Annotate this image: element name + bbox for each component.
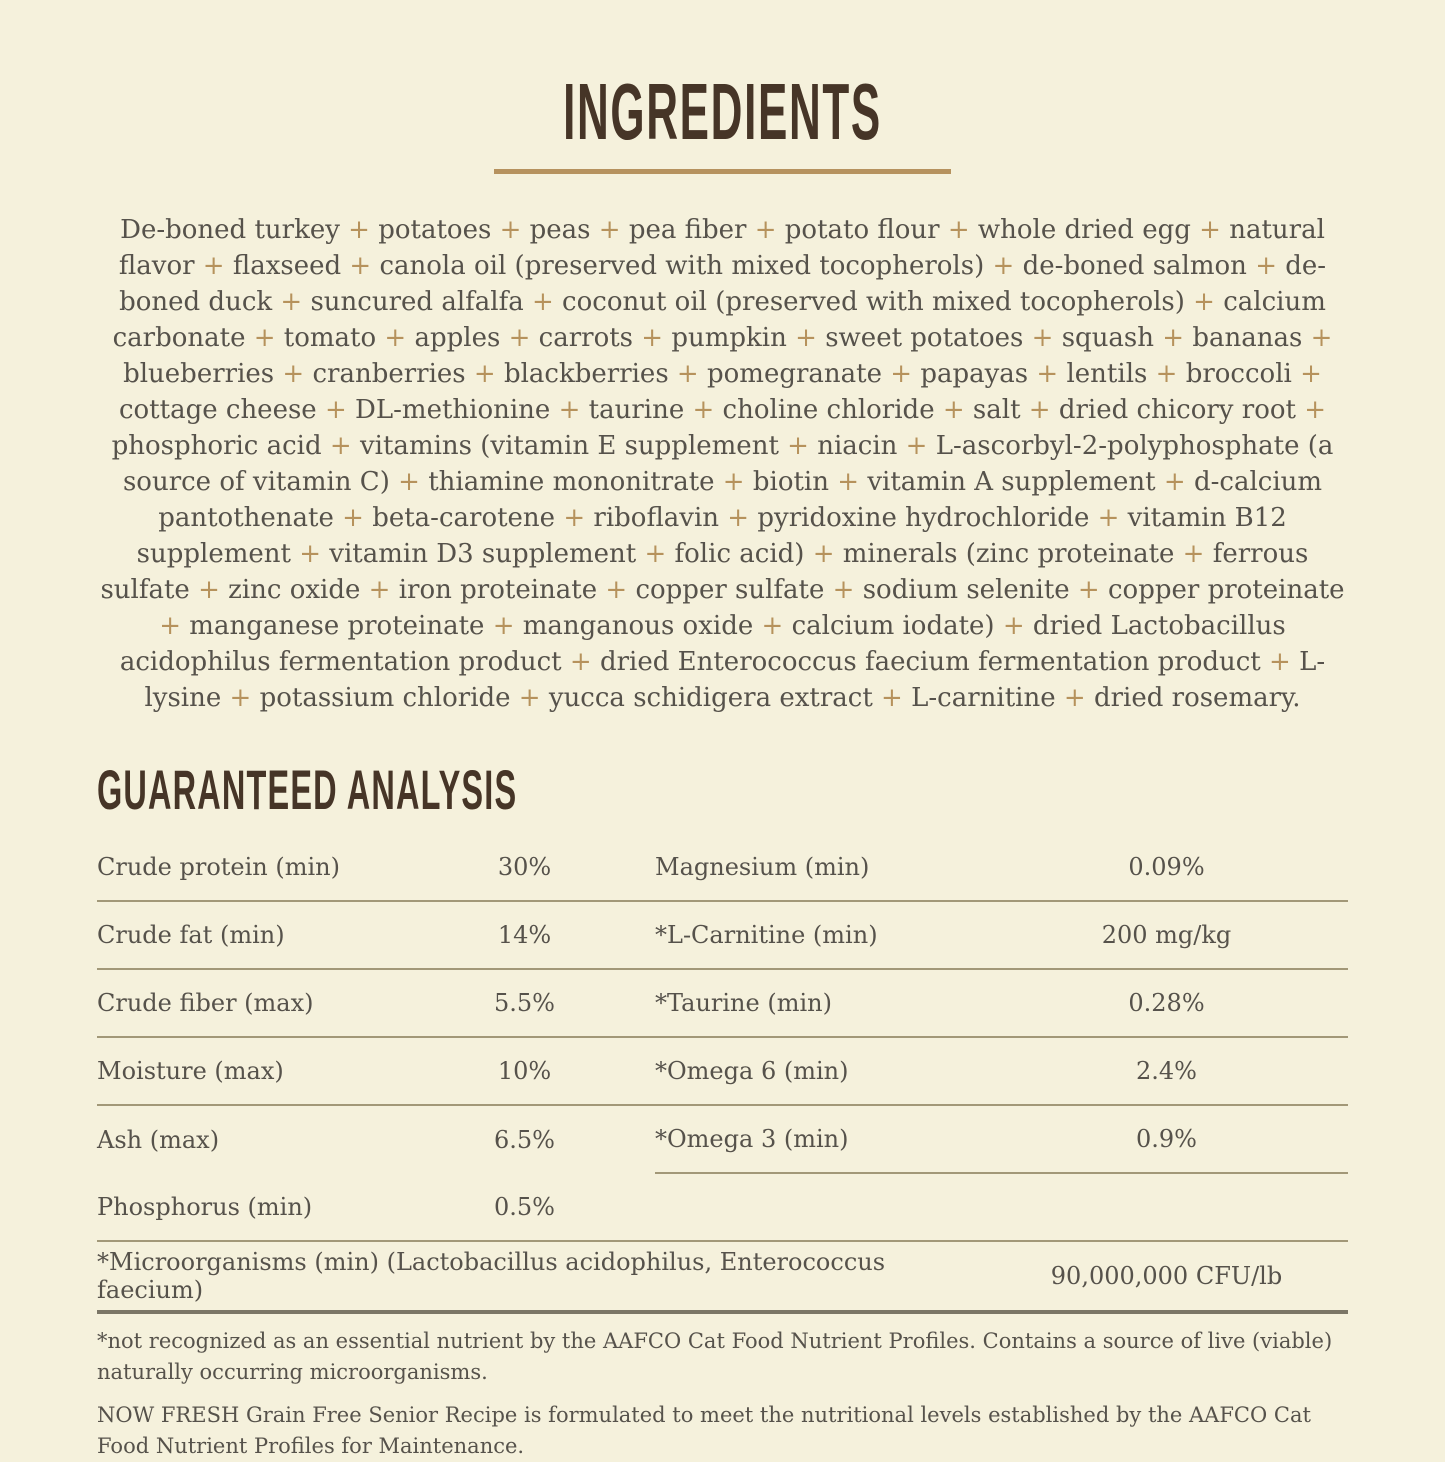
plus-separator: +: [316, 395, 356, 425]
plus-separator: +: [1295, 395, 1327, 425]
plus-separator: +: [274, 359, 313, 389]
ingredients-title: INGREDIENTS: [563, 67, 882, 156]
analysis-value: 14%: [497, 921, 552, 949]
plus-separator: +: [1260, 647, 1300, 677]
ingredient-item: folic acid): [674, 539, 805, 569]
ingredient-item: L-ascorbyl-2-polyphosphate (a source of vitamin C): [122, 431, 1334, 497]
plus-separator: +: [597, 575, 636, 605]
plus-separator: +: [1302, 323, 1333, 353]
plus-separator: +: [510, 683, 549, 713]
plus-separator: +: [1028, 359, 1067, 389]
analysis-label: Crude fiber (max): [97, 989, 314, 1017]
footnote-formulation-statement: NOW FRESH Grain Free Senior Recipe is formulated to meet the nutritional levels established by the AAFCO Cat Food Nutrient Profiles for Maintenance.: [97, 1403, 1311, 1458]
plus-separator: +: [1246, 251, 1286, 281]
plus-separator: +: [245, 323, 284, 353]
analysis-value: 30%: [497, 853, 552, 881]
plus-separator: +: [561, 647, 600, 677]
analysis-row: [97, 902, 1348, 970]
ingredient-item: peas: [529, 215, 591, 245]
ingredient-item: potassium chloride: [259, 683, 511, 713]
ingredient-item: potato flour: [784, 215, 940, 245]
analysis-label: *Omega 3 (min): [655, 1125, 849, 1153]
plus-separator: +: [719, 503, 758, 533]
plus-separator: +: [1023, 323, 1062, 353]
ingredient-item: vitamin A supplement: [867, 467, 1156, 497]
ingredient-item: zinc oxide: [228, 575, 361, 605]
analysis-value: 0.09%: [1128, 853, 1205, 881]
plus-separator: +: [984, 251, 1023, 281]
analysis-value: 5.5%: [494, 989, 555, 1017]
plus-separator: +: [389, 467, 429, 497]
plus-separator: +: [824, 575, 863, 605]
ingredient-item: potatoes: [378, 215, 492, 245]
plus-separator: +: [465, 359, 504, 389]
plus-separator: +: [341, 251, 380, 281]
ingredient-item: copper sulfate: [635, 575, 825, 605]
ingredient-item: squash: [1061, 323, 1155, 353]
analysis-right-cell: [655, 1174, 1348, 1240]
plus-separator: +: [221, 683, 260, 713]
ingredient-item: beta-carotene: [372, 503, 556, 533]
ingredient-item: ferrous sulfate: [100, 539, 1309, 605]
plus-separator: +: [491, 215, 530, 245]
plus-separator: +: [994, 611, 1033, 641]
analysis-table: [97, 834, 1348, 1242]
ingredient-item: sweet potatoes: [825, 323, 1024, 353]
analysis-right-cell: [655, 1038, 1348, 1104]
analysis-value: 0.5%: [494, 1193, 555, 1221]
plus-separator: +: [714, 467, 753, 497]
ingredient-item: dried rosemary.: [1093, 683, 1301, 713]
ingredient-item: copper proteinate: [1108, 575, 1345, 605]
plus-separator: +: [550, 395, 589, 425]
analysis-value: 0.28%: [1128, 989, 1205, 1017]
plus-separator: +: [376, 323, 415, 353]
plus-separator: +: [555, 503, 594, 533]
plus-separator: +: [1069, 575, 1108, 605]
plus-separator: +: [272, 287, 311, 317]
analysis-right-cell: [655, 902, 1348, 968]
ingredient-item: riboflavin: [593, 503, 720, 533]
ingredient-item: calcium carbonate: [112, 287, 1326, 353]
plus-separator: +: [189, 575, 229, 605]
analysis-value: 0.9%: [1136, 1125, 1197, 1153]
ingredient-item: DL-methionine: [355, 395, 551, 425]
plus-separator: +: [636, 539, 675, 569]
plus-separator: +: [753, 611, 792, 641]
ingredient-item: vitamin D3 supplement: [329, 539, 637, 569]
ingredient-item: cranberries: [312, 359, 466, 389]
ingredient-item: coconut oil (preserved with mixed tocopherols): [562, 287, 1185, 317]
ingredient-item: bananas: [1192, 323, 1303, 353]
analysis-label: *L-Carnitine (min): [655, 921, 878, 949]
ingredient-item: carrots: [538, 323, 634, 353]
footnote-aafco-note: *not recognized as an essential nutrient by the AAFCO Cat Food Nutrient Profiles. Contains a source of live (viable) naturally occurring microorganisms.: [97, 1329, 1333, 1384]
microorganisms-value: 90,000,000 CFU/lb: [1050, 1262, 1283, 1290]
analysis-label: Moisture (max): [97, 1057, 284, 1085]
ingredient-item: natural flavor: [118, 215, 1325, 281]
ingredient-item: pyridoxine hydrochloride: [757, 503, 1090, 533]
analysis-label: *Omega 6 (min): [655, 1057, 849, 1085]
ingredient-item: vitamins (vitamin E supplement: [359, 431, 779, 461]
ingredient-item: iron proteinate: [398, 575, 598, 605]
plus-separator: +: [1147, 359, 1186, 389]
ingredient-item: tomato: [283, 323, 377, 353]
analysis-row: [97, 1174, 1348, 1242]
plus-separator: +: [590, 215, 629, 245]
ingredient-item: yucca schidigera extract: [548, 683, 873, 713]
analysis-left-cell: [97, 970, 622, 1036]
ingredient-item: vitamin B12 supplement: [136, 503, 1287, 569]
plus-separator: +: [339, 215, 379, 245]
ingredient-item: whole dried egg: [977, 215, 1191, 245]
analysis-row: [97, 834, 1348, 902]
ingredient-item: dried Enterococcus faecium fermentation product: [599, 647, 1261, 677]
plus-separator: +: [500, 323, 539, 353]
analysis-value: 2.4%: [1136, 1057, 1197, 1085]
plus-separator: +: [804, 539, 843, 569]
analysis-left-cell: [97, 1038, 622, 1104]
plus-separator: +: [633, 323, 672, 353]
plus-separator: +: [484, 611, 523, 641]
plus-separator: +: [934, 395, 973, 425]
ingredient-item: apples: [414, 323, 501, 353]
analysis-label: *Taurine (min): [655, 989, 832, 1017]
plus-separator: +: [1089, 503, 1128, 533]
ingredient-item: dried chicory root: [1058, 395, 1296, 425]
ingredient-item: pomegranate: [707, 359, 882, 389]
analysis-value: 10%: [497, 1057, 552, 1085]
ingredient-item: flaxseed: [232, 251, 342, 281]
ingredient-item: lentils: [1066, 359, 1148, 389]
ingredient-item: cottage cheese: [118, 395, 317, 425]
ingredient-item: L-carnitine: [911, 683, 1056, 713]
ingredient-item: minerals (zinc proteinate: [842, 539, 1175, 569]
ingredient-item: suncured alfalfa: [310, 287, 524, 317]
analysis-row: [97, 1106, 1348, 1174]
plus-separator: +: [333, 503, 373, 533]
ingredient-item: biotin: [752, 467, 829, 497]
ingredient-item: d-calcium pantothenate: [158, 467, 1323, 533]
guaranteed-analysis-heading: GUARANTEED ANALYSIS: [97, 758, 518, 821]
analysis-label: Phosphorus (min): [97, 1193, 313, 1221]
ingredient-item: blueberries: [123, 359, 275, 389]
analysis-label: Ash (max): [97, 1126, 220, 1154]
plus-separator: +: [194, 251, 233, 281]
ingredient-item: choline chloride: [722, 395, 935, 425]
ingredient-item: blackberries: [503, 359, 669, 389]
plus-separator: +: [290, 539, 330, 569]
analysis-row: [97, 1038, 1348, 1106]
plus-separator: +: [882, 359, 921, 389]
plus-separator: +: [746, 215, 785, 245]
ingredient-item: phosphoric acid: [111, 431, 322, 461]
title-divider: [494, 169, 951, 174]
plus-separator: +: [1154, 323, 1193, 353]
plus-separator: +: [321, 431, 360, 461]
plus-separator: +: [1291, 359, 1322, 389]
analysis-value: 6.5%: [494, 1126, 555, 1154]
ingredient-item: de-boned duck: [119, 251, 1327, 317]
plus-separator: +: [1155, 467, 1194, 497]
plus-separator: +: [1184, 287, 1224, 317]
analysis-left-cell: [97, 902, 622, 968]
analysis-right-cell: [655, 834, 1348, 900]
plus-separator: +: [360, 575, 399, 605]
plus-separator: +: [159, 611, 190, 641]
ingredient-item: manganese proteinate: [189, 611, 485, 641]
analysis-right-cell: [655, 1106, 1348, 1174]
analysis-right-cell: [655, 970, 1348, 1036]
plus-separator: +: [523, 287, 563, 317]
plus-separator: +: [829, 467, 868, 497]
ingredients-text: [97, 212, 1348, 716]
plus-separator: +: [778, 431, 818, 461]
analysis-value: 200 mg/kg: [1101, 921, 1232, 949]
ingredient-item: canola oil (preserved with mixed tocopherols): [379, 251, 985, 281]
analysis-label: Magnesium (min): [655, 853, 870, 881]
ingredient-item: salt: [972, 395, 1021, 425]
analysis-row: [97, 970, 1348, 1038]
microorganisms-label: *Microorganisms (min) (Lactobacillus acidophilus, Enterococcus faecium): [97, 1248, 886, 1304]
ingredient-item: L-lysine: [144, 647, 1326, 713]
ingredient-item: sodium selenite: [862, 575, 1070, 605]
analysis-left-cell: [97, 834, 622, 900]
microorganisms-row: [97, 1242, 1348, 1314]
plus-separator: +: [1055, 683, 1094, 713]
plus-separator: +: [939, 215, 978, 245]
ingredient-item: calcium iodate): [791, 611, 995, 641]
plus-separator: +: [786, 323, 826, 353]
plus-separator: +: [1190, 215, 1230, 245]
ingredient-item: dried Lactobacillus acidophilus fermentation product: [119, 611, 1286, 677]
ingredient-item: broccoli: [1185, 359, 1292, 389]
ingredient-item: niacin: [817, 431, 898, 461]
analysis-label: Crude fat (min): [97, 921, 285, 949]
ingredient-item: pea fiber: [628, 215, 747, 245]
analysis-left-cell: [97, 1106, 622, 1174]
ingredient-item: de-boned salmon: [1022, 251, 1247, 281]
plus-separator: +: [684, 395, 723, 425]
ingredient-item: papayas: [920, 359, 1029, 389]
ingredient-item: manganous oxide: [522, 611, 754, 641]
analysis-left-cell: [97, 1174, 622, 1240]
analysis-label: Crude protein (min): [97, 853, 340, 881]
plus-separator: +: [1174, 539, 1213, 569]
plus-separator: +: [1020, 395, 1059, 425]
plus-separator: +: [872, 683, 912, 713]
ingredient-item: pumpkin: [671, 323, 787, 353]
ingredient-item: taurine: [588, 395, 685, 425]
ingredient-item: thiamine mononitrate: [428, 467, 715, 497]
plus-separator: +: [897, 431, 936, 461]
ingredient-item: De-boned turkey: [120, 215, 340, 245]
plus-separator: +: [668, 359, 707, 389]
